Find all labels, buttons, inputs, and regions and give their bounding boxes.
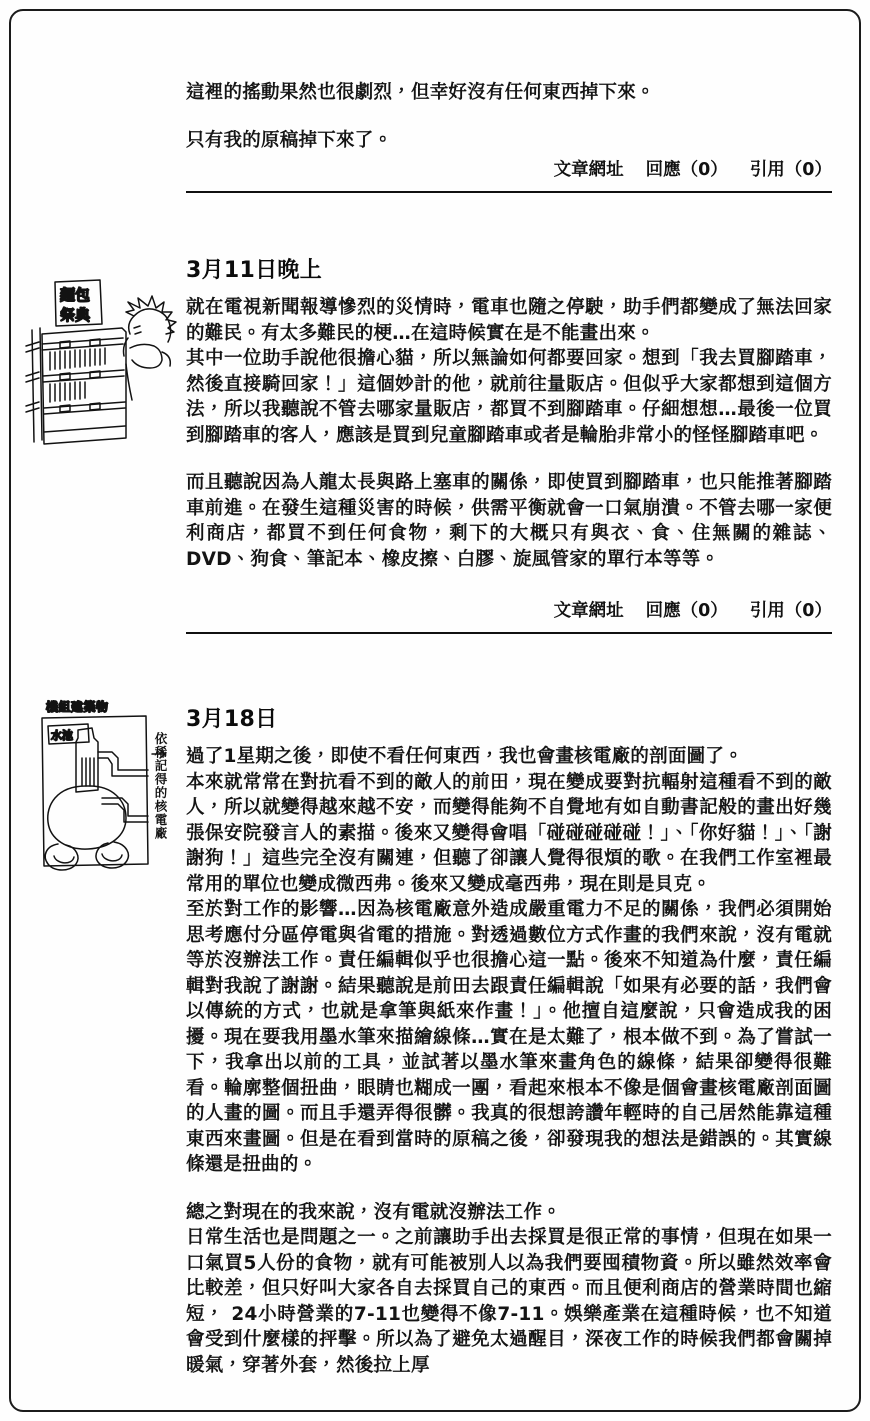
paragraph: 而且聽說因為人龍太長與路上塞車的關係，即使買到腳踏車，也只能推著腳踏車前進。在發生這種災害的時候，供需平衡就會一口氣崩潰。不管去哪一家便利商店，都買不到任何食物，剩下的大概只有與衣、食、住無關的雜誌、DVD、狗食、筆記本、橡皮擦、白膠、旋風管家的單行本等等。	[186, 472, 832, 570]
trackbacks-link[interactable]: 引用（0）	[749, 160, 832, 180]
entry-heading: 3月11日晚上	[186, 258, 323, 283]
nuclear-plant-cross-section-sketch	[30, 694, 190, 884]
blog-entry-march-11	[186, 258, 832, 634]
comments-link[interactable]: 回應（0）	[645, 601, 728, 621]
paragraph: 其中一位助手說他很擔心貓，所以無論如何都要回家。想到「我去買腳踏車，然後直接騎回家！」這個妙計的他，就前往量販店。但似乎大家都想到這個方法，所以我聽說不管去哪家量販店，都買不到腳踏車。仔細想想…最後一位買到腳踏車的客人，應該是買到兒童腳踏車或者是輪胎非常小的怪怪腳踏車吧。	[186, 348, 832, 446]
entry-divider	[186, 632, 832, 634]
empty-bread-shelf-sketch	[22, 272, 178, 452]
paragraph: 總之對現在的我來說，沒有電就沒辦法工作。	[186, 1201, 562, 1223]
permalink-link[interactable]: 文章網址	[553, 160, 624, 180]
svg-text:麵包: 麵包	[60, 286, 91, 304]
blog-entry-top	[186, 80, 832, 193]
permalink-link[interactable]: 文章網址	[553, 601, 624, 621]
illustration-caption: 依稀記得的核電廠	[153, 732, 168, 840]
entry-divider	[186, 191, 832, 193]
paragraph: 只有我的原稿掉下來了。	[186, 129, 393, 151]
entry-footer	[186, 600, 832, 622]
paragraph: 本來就常常在對抗看不到的敵人的前田，現在變成要對抗輻射這種看不到的敵人，所以就變得越來越不安，而變得能夠不自覺地有如自動書記般的畫出好幾張保安院發言人的素描。後來又變得會唱「碰碰碰碰碰！」、「你好貓！」、「謝謝狗！」這些完全沒有關連，但聽了卻讓人覺得很煩的歌。在我們工作室裡最常用的單位也變成微西弗。後來又變成毫西弗，現在則是貝克。	[186, 771, 832, 895]
paragraph: 就在電視新聞報導慘烈的災情時，電車也隨之停駛，助手們都變成了無法回家的難民。有太多難民的梗…在這時候實在是不能畫出來。	[186, 297, 832, 344]
trackbacks-link[interactable]: 引用（0）	[749, 601, 832, 621]
paragraph: 過了1星期之後，即使不看任何東西，我也會畫核電廠的剖面圖了。	[186, 746, 743, 767]
svg-text:水池: 水池	[51, 729, 73, 742]
paragraph: 至於對工作的影響…因為核電廠意外造成嚴重電力不足的關係，我們必須開始思考應付分區停電與省電的措施。對透過數位方式作畫的我們來說，沒有電就等於沒辦法工作。責任編輯似乎也很擔心這一點。後來不知道為什麼，責任編輯對我說了謝謝。結果聽說是前田去跟責任編輯說「如果有必要的話，我們會以傳統的方式，也就是拿筆與紙來作畫！」。他擅自這麼說，只會造成我的困擾。現在要我用墨水筆來描繪線條…實在是太難了，根本做不到。為了嘗試一下，我拿出以前的工具，並試著以墨水筆來畫角色的線條，結果卻變得很難看。輪廓整個扭曲，眼睛也糊成一團，看起來根本不像是個會畫核電廠剖面圖的人畫的圖。而且手還弄得很髒。我真的很想誇讚年輕時的自己居然能靠這種東西來畫圖。但是在看到當時的原稿之後，卻發現我的想法是錯誤的。其實線條還是扭曲的。	[186, 899, 832, 1175]
entry-footer	[186, 159, 832, 181]
svg-text:祭典: 祭典	[60, 306, 91, 324]
blog-entry-march-18	[186, 707, 832, 1378]
entry-heading: 3月18日	[186, 707, 278, 732]
paragraph: 日常生活也是問題之一。之前讓助手出去採買是很正常的事情，但現在如果一口氣買5人份的食物，就有可能被別人以為我們要囤積物資。所以雖然效率會比較差，但只好叫大家各自去採買自己的東西。而且便利商店的營業時間也縮短， 24小時營業的7-11也變得不像7-11。娛樂產業在這種時候，也不知道會受到什麼樣的抨擊。所以為了避免太過醒目，深夜工作的時候我們都會關掉暖氣，穿著外套，然後拉上厚	[186, 1227, 832, 1376]
comments-link[interactable]: 回應（0）	[645, 160, 728, 180]
paragraph: 這裡的搖動果然也很劇烈，但幸好沒有任何東西掉下來。	[186, 82, 655, 103]
svg-text:機組建築物: 機組建築物	[46, 700, 109, 714]
